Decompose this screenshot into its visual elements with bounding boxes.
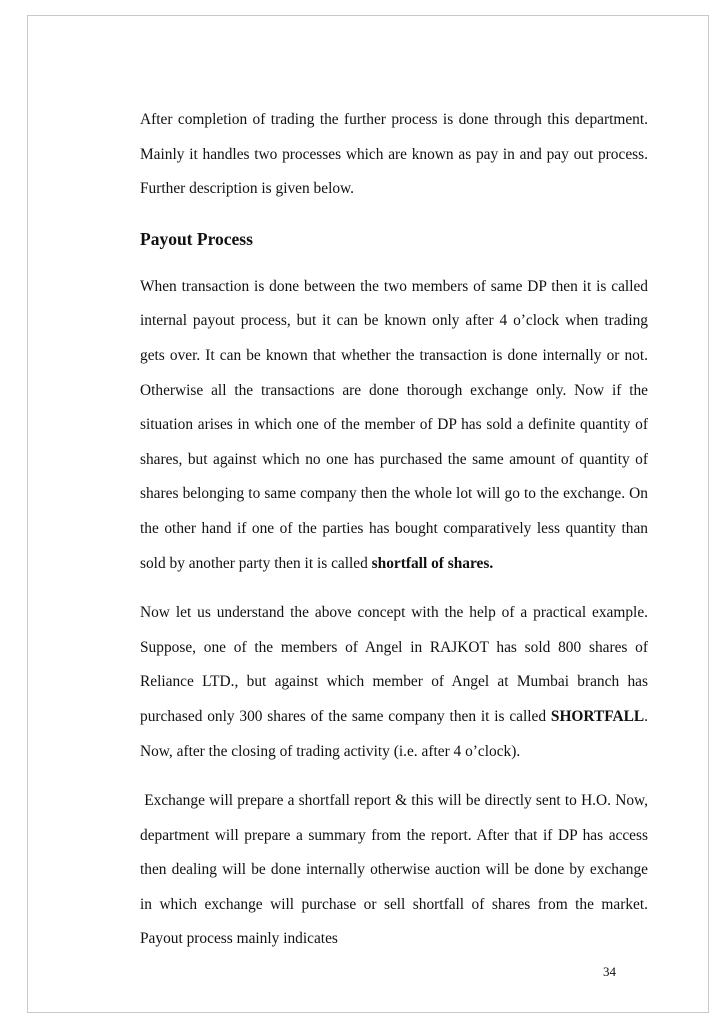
- example-text-before: Now let us understand the above concept with the help of a practical example. Suppose, one of the members of Angel in RAJKOT has sold 800 shares of Reliance LTD., but against which member of Angel at Mumbai branch has purchased only 300 shares of the same company then it is called: [140, 604, 648, 725]
- exchange-paragraph: Exchange will prepare a shortfall report & this will be directly sent to H.O. Now, department will prepare a summary from the report. After that if DP has access then dealing will be done internally otherwise auction will be done by exchange in which exchange will purchase or sell shortfall of shares from the market. Payout process mainly indicates: [140, 792, 652, 948]
- shortfall-bold: SHORTFALL: [550, 707, 645, 725]
- payout-paragraph: [140, 270, 648, 581]
- example-text-after: . Now, after the closing of trading activity (i.e. after 4 o’clock).: [140, 707, 648, 760]
- section-heading: Payout Process: [140, 228, 253, 249]
- document-page: [27, 15, 709, 1013]
- page-number: 34: [603, 964, 616, 979]
- shortfall-term: shortfall of shares.: [371, 554, 494, 572]
- example-paragraph: [140, 596, 648, 769]
- payout-paragraph-text: When transaction is done between the two members of same DP then it is called internal payout process, but it can be known only after 4 o’clock when trading gets over. It can be known that whether the transaction is done internally or not. Otherwise all the transactions are done thorough exchange only. Now if the situation arises in which one of the member of DP has sold a definite quantity of shares, but against which no one has purchased the same amount of quantity of shares belonging to same company then the whole lot will go to the exchange. On the other hand if one of the parties has bought comparatively less quantity than sold by another party then it is called: [140, 277, 648, 572]
- intro-paragraph: After completion of trading the further process is done through this department. Mainly it handles two processes which are known as pay in and pay out process. Further description is given below.: [140, 111, 648, 198]
- page-content: [140, 103, 652, 972]
